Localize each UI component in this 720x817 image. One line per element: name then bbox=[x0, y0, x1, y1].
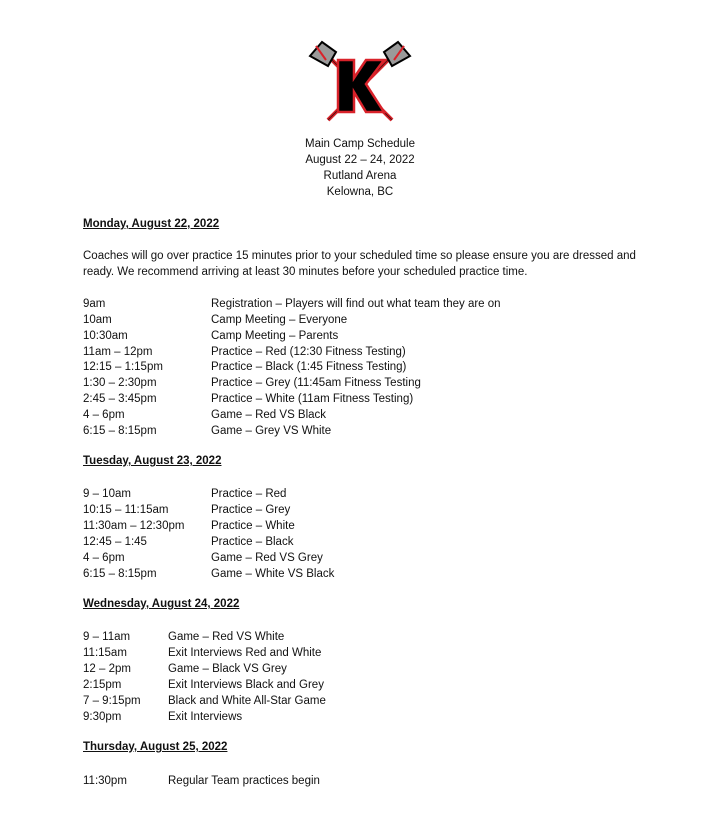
thursday-heading: Thursday, August 25, 2022 bbox=[83, 741, 228, 753]
row-event: Game – Grey VS White bbox=[211, 425, 332, 437]
row-time: 11:30am – 12:30pm bbox=[83, 520, 185, 532]
row-time: 2:45 – 3:45pm bbox=[83, 393, 157, 405]
row-event: Game – White VS Black bbox=[211, 568, 335, 580]
row-time: 10:15 – 11:15am bbox=[83, 504, 169, 516]
row-event: Practice – Grey bbox=[211, 504, 291, 516]
row-event: Camp Meeting – Parents bbox=[211, 330, 339, 342]
row-event: Game – Black VS Grey bbox=[168, 663, 287, 675]
row-event: Practice – White (11am Fitness Testing) bbox=[211, 393, 414, 405]
row-event: Practice – Black (1:45 Fitness Testing) bbox=[211, 361, 407, 373]
row-event: Black and White All-Star Game bbox=[168, 695, 326, 707]
row-event: Game – Red VS Grey bbox=[211, 552, 323, 564]
row-time: 9 – 11am bbox=[83, 631, 131, 643]
row-event: Practice – Red (12:30 Fitness Testing) bbox=[211, 346, 406, 358]
row-time: 9am bbox=[83, 298, 106, 310]
row-time: 2:15pm bbox=[83, 679, 122, 691]
row-event: Practice – Grey (11:45am Fitness Testing bbox=[211, 377, 421, 389]
team-logo bbox=[306, 38, 414, 124]
row-event: Exit Interviews Black and Grey bbox=[168, 679, 324, 691]
row-event: Exit Interviews bbox=[168, 711, 243, 723]
row-time: 11:30pm bbox=[83, 775, 127, 787]
row-time: 12:15 – 1:15pm bbox=[83, 361, 163, 373]
row-event: Camp Meeting – Everyone bbox=[211, 314, 348, 326]
row-time: 7 – 9:15pm bbox=[83, 695, 141, 707]
row-time: 6:15 – 8:15pm bbox=[83, 568, 157, 580]
header-dates: August 22 – 24, 2022 bbox=[305, 154, 415, 166]
row-time: 9:30pm bbox=[83, 711, 122, 723]
monday-heading: Monday, August 22, 2022 bbox=[83, 218, 220, 230]
row-time: 6:15 – 8:15pm bbox=[83, 425, 157, 437]
row-time: 11:15am bbox=[83, 647, 127, 659]
header-venue: Rutland Arena bbox=[323, 170, 397, 182]
tuesday-heading: Tuesday, August 23, 2022 bbox=[83, 455, 222, 467]
row-event: Practice – White bbox=[211, 520, 295, 532]
wednesday-heading: Wednesday, August 24, 2022 bbox=[83, 598, 240, 610]
header-location: Kelowna, BC bbox=[326, 186, 394, 198]
schedule-header bbox=[0, 136, 720, 200]
row-time: 4 – 6pm bbox=[83, 409, 125, 421]
row-time: 12 – 2pm bbox=[83, 663, 131, 675]
row-time: 11am – 12pm bbox=[83, 346, 153, 358]
row-event: Regular Team practices begin bbox=[168, 775, 320, 787]
row-event: Practice – Red bbox=[211, 488, 287, 500]
row-event: Game – Red VS White bbox=[168, 631, 285, 643]
row-time: 4 – 6pm bbox=[83, 552, 125, 564]
row-event: Registration – Players will find out what team they are on bbox=[211, 298, 501, 310]
row-time: 10am bbox=[83, 314, 112, 326]
row-time: 12:45 – 1:45 bbox=[83, 536, 147, 548]
row-event: Exit Interviews Red and White bbox=[168, 647, 322, 659]
row-event: Game – Red VS Black bbox=[211, 409, 327, 421]
row-time: 1:30 – 2:30pm bbox=[83, 377, 157, 389]
header-title: Main Camp Schedule bbox=[305, 138, 415, 150]
monday-intro: Coaches will go over practice 15 minutes prior to your scheduled time so please ensure you are dressed and ready. We recommend arriving at least 30 minutes before your scheduled practice time. bbox=[83, 250, 636, 278]
row-time: 9 – 10am bbox=[83, 488, 131, 500]
row-event: Practice – Black bbox=[211, 536, 294, 548]
tomahawk-k-logo-icon bbox=[306, 38, 414, 124]
row-time: 10:30am bbox=[83, 330, 128, 342]
